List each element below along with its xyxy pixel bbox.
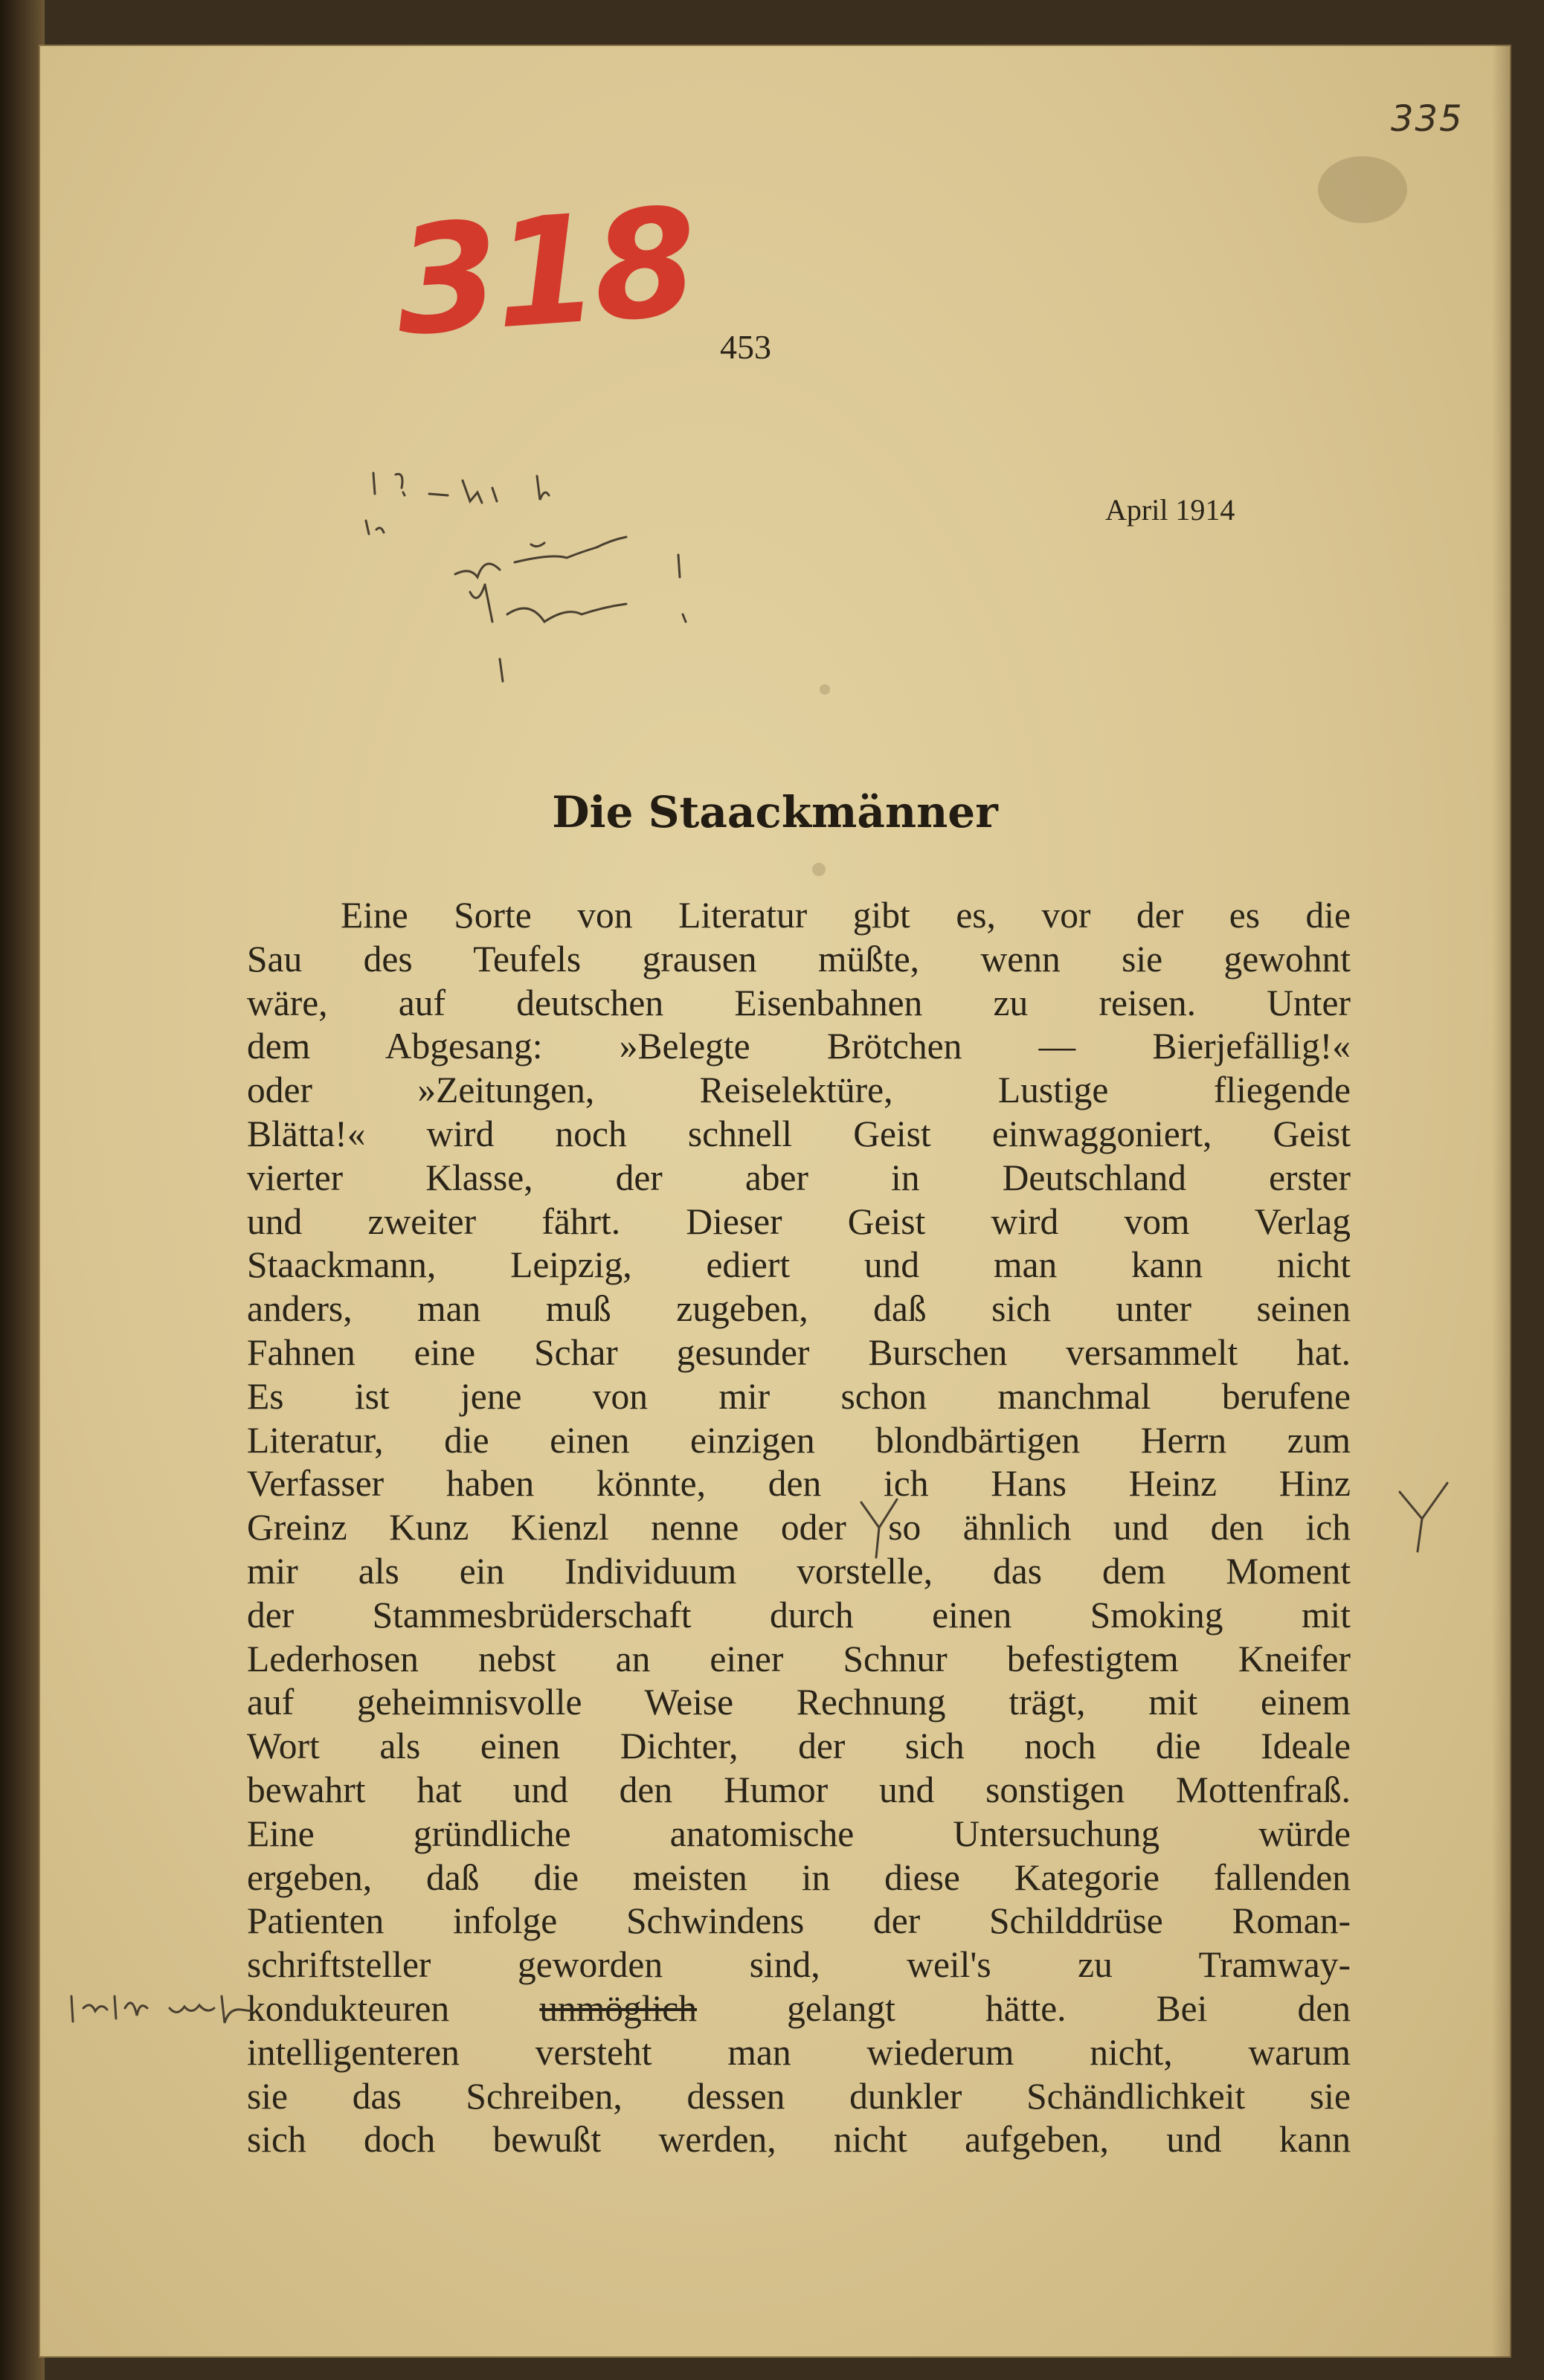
body-line: wäre, auf deutschen Eisenbahnen zu reisen. Unter [247,982,1351,1023]
archive-number: 335 [1391,98,1464,140]
body-line: oder »Zeitungen, Reiselektüre, Lustige fliegende [247,1070,1351,1111]
body-line: Es ist jene von mir schon manchmal berufene [247,1375,1351,1417]
line-text-before: kondukteuren [247,1987,540,2029]
body-line: Eine Sorte von Literatur gibt es, vor der es die [341,895,1351,936]
body-line: Patienten infolge Schwindens der Schilddrüse Roman- [247,1900,1351,1942]
paper-stain [1318,156,1407,223]
body-line: Wort als einen Dichter, der sich noch die Ideale [247,1726,1351,1767]
body-line: mir als ein Individuum vorstelle, das dem Moment [247,1550,1351,1592]
body-line: Sau des Teufels grausen müßte, wenn sie gewohnt [247,938,1351,980]
document-page [39,45,1511,2358]
page-number: 453 [720,328,771,366]
body-line-with-strikethrough [247,1987,1351,2031]
body-line: dem Abgesang: »Belegte Brötchen — Bierjefällig!« [247,1026,1351,1067]
body-line: auf geheimnisvolle Weise Rechnung trägt, mit einem [247,1682,1351,1723]
body-line: ergeben, daß die meisten in diese Kategorie fallenden [247,1856,1351,1898]
body-line: sie das Schreiben, dessen dunkler Schändlichkeit sie [247,2075,1351,2117]
struck-word: unmöglich [539,1987,698,2029]
body-line: und zweiter fährt. Dieser Geist wird vom Verlag [247,1200,1351,1242]
page-edge-shadow [1492,45,1511,2358]
body-line: anders, man muß zugeben, daß sich unter seinen [247,1288,1351,1330]
body-line: Staackmann, Leipzig, ediert und man kann nicht [247,1244,1351,1286]
date: April 1914 [1105,493,1235,527]
body-line: Blätta!« wird noch schnell Geist einwaggoniert, Geist [247,1113,1351,1154]
red-pencil-number: 318 [390,176,699,370]
article-title: Die Staackmänner [552,787,998,837]
handwritten-margin-note [65,1986,266,2030]
body-line: Eine gründliche anatomische Untersuchung würde [247,1813,1351,1854]
handwritten-pencil-annotation [358,466,715,689]
body-line: schriftsteller geworden sind, weil's zu Tramway- [247,1944,1351,1986]
body-line: Verfasser haben könnte, den ich Hans Heinz Hinz [247,1463,1351,1505]
inline-correction-mark [857,1495,901,1562]
body-line: Lederhosen nebst an einer Schnur befestigtem Kneifer [247,1638,1351,1679]
body-line: bewahrt hat und den Humor und sonstigen Mottenfraß. [247,1769,1351,1810]
article-body [247,894,1351,2162]
paper-stain [820,684,830,695]
body-line: intelligenteren versteht man wiederum nicht, warum [247,2031,1351,2073]
margin-correction-mark [1392,1477,1452,1559]
line-text-after: gelangt hätte. Bei den [697,1987,1351,2029]
body-line: Greinz Kunz Kienzl nenne oder so ähnlich und den ich [247,1507,1351,1548]
body-line: vierter Klasse, der aber in Deutschland erster [247,1157,1351,1198]
body-line: Literatur, die einen einzigen blondbärtigen Herrn zum [247,1419,1351,1461]
paper-stain [812,863,826,876]
body-line: Fahnen eine Schar gesunder Burschen versammelt hat. [247,1331,1351,1373]
body-line: sich doch bewußt werden, nicht aufgeben, und kann [247,2119,1351,2161]
body-line: der Stammesbrüderschaft durch einen Smoking mit [247,1594,1351,1636]
book-binding [0,0,45,2380]
